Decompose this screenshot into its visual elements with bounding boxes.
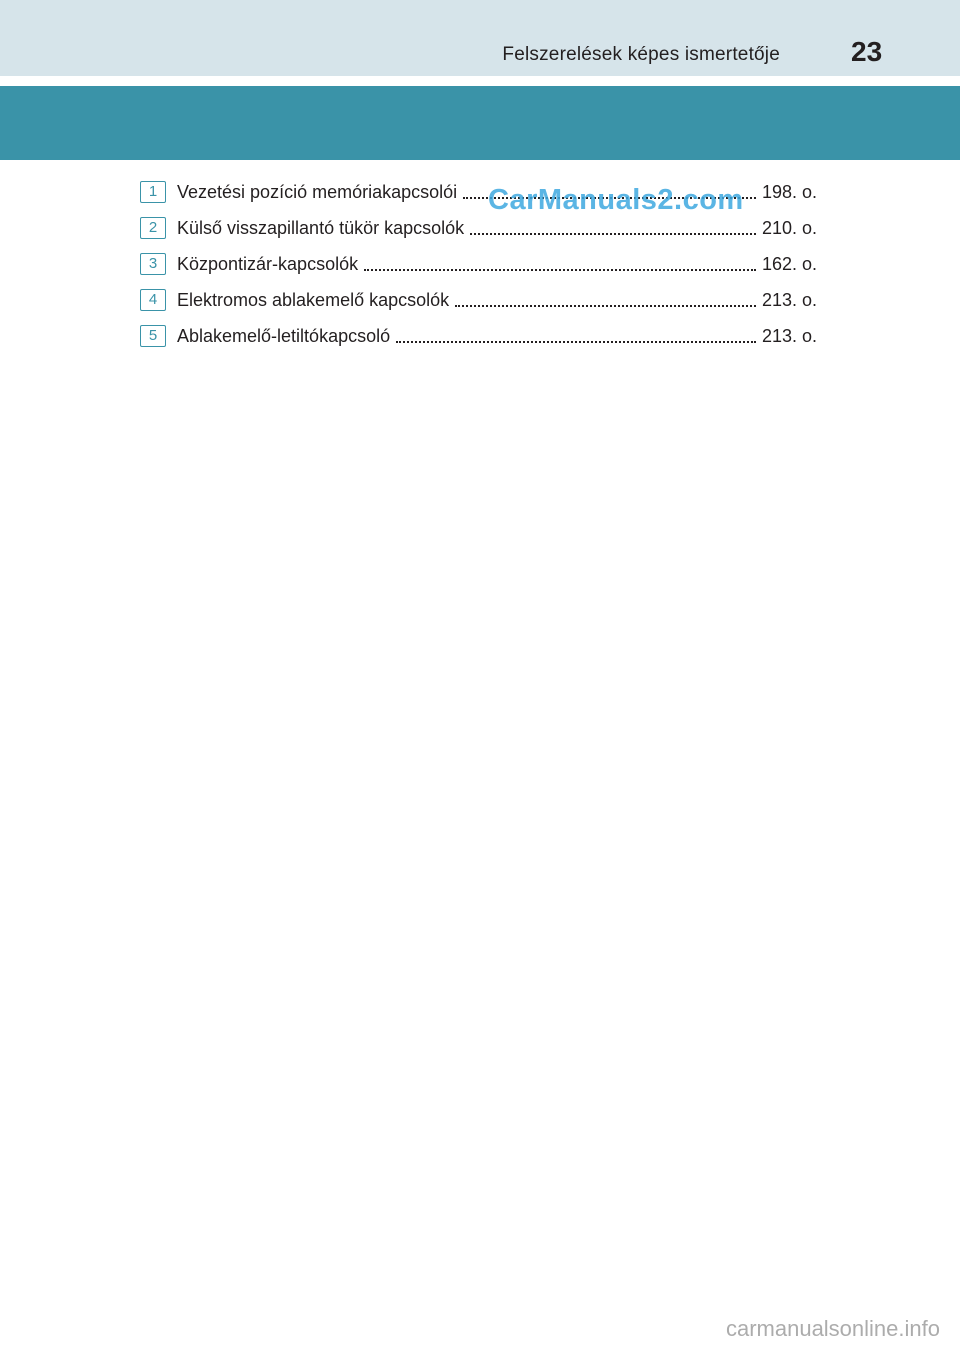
watermark-overlay: CarManuals2.com xyxy=(488,184,744,216)
item-label: Központizár-kapcsolók xyxy=(177,253,359,274)
item-number-badge: 1 xyxy=(140,181,166,203)
dot-leader xyxy=(396,323,756,343)
teal-banner xyxy=(0,86,960,160)
list-item xyxy=(140,318,817,354)
dot-leader xyxy=(470,215,756,235)
footer-watermark: carmanualsonline.info xyxy=(725,1316,940,1341)
dot-leader xyxy=(364,251,756,271)
item-number-badge: 3 xyxy=(140,253,166,275)
list-item xyxy=(140,246,817,282)
item-number-badge: 4 xyxy=(140,289,166,311)
item-label: Külső visszapillantó tükör kapcsolók xyxy=(177,217,465,238)
item-number-badge: 5 xyxy=(140,325,166,347)
item-number-badge: 2 xyxy=(140,217,166,239)
item-page-ref: 162. o. xyxy=(761,253,817,274)
item-page-ref: 213. o. xyxy=(761,325,817,346)
header-band xyxy=(0,0,960,76)
item-label: Vezetési pozíció memóriakapcsolói xyxy=(177,181,458,202)
item-page-ref: 213. o. xyxy=(761,289,817,310)
list-item xyxy=(140,282,817,318)
item-label: Elektromos ablakemelő kapcsolók xyxy=(177,289,450,310)
dot-leader xyxy=(455,287,756,307)
page-number: 23 xyxy=(851,36,883,67)
item-page-ref: 210. o. xyxy=(761,217,817,238)
item-page-ref: 198. o. xyxy=(761,181,817,202)
section-title: Felszerelések képes ismertetője xyxy=(502,44,780,65)
item-label: Ablakemelő-letiltókapcsoló xyxy=(177,325,391,346)
